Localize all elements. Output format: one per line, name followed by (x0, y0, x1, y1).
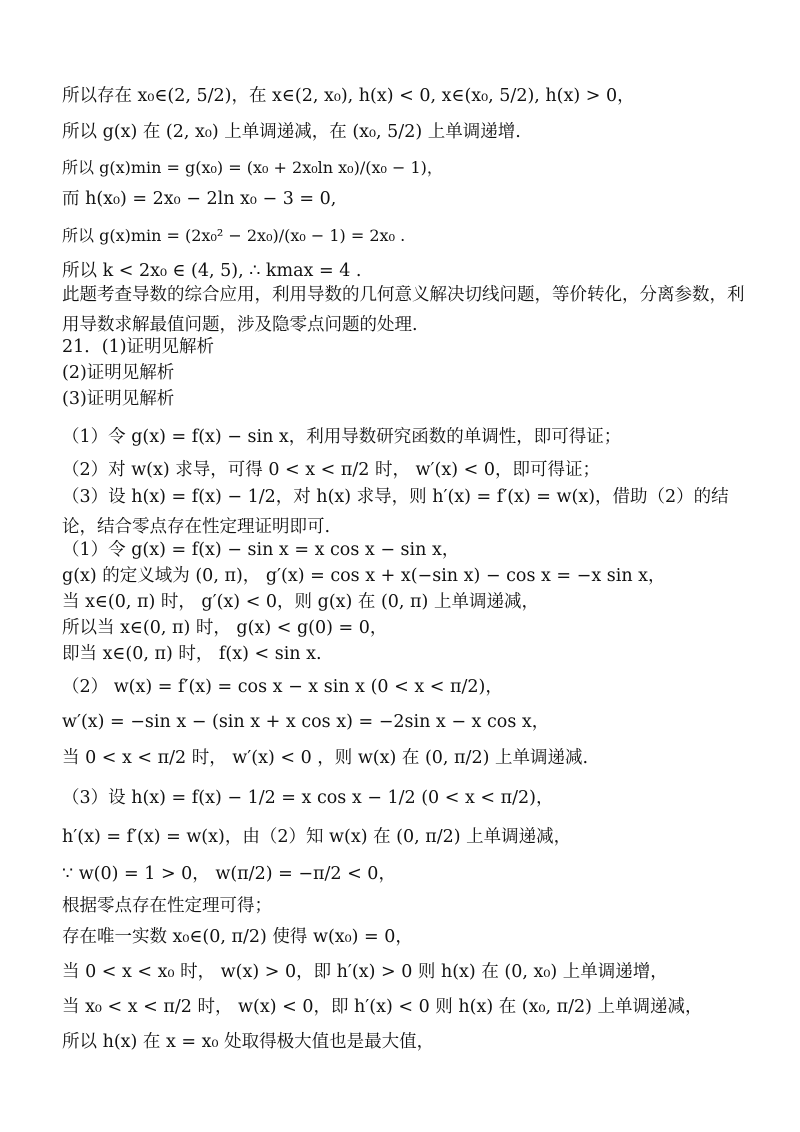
text-line: 即当 x∈(0, π) 时， f(x) < sin x. (62, 644, 322, 664)
text-line: （2） w(x) = f′(x) = cos x − x sin x (0 < x < π/2)， (62, 677, 503, 697)
text-line: （3）设 h(x) = f(x) − 1/2 = x cos x − 1/2 (0 < x < π/2)， (62, 788, 554, 808)
text-line: （2）对 w(x) 求导，可得 0 < x < π/2 时， w′(x) < 0，即可得证； (62, 460, 600, 480)
text-line: 所以 h(x) 在 x = x₀ 处取得极大值也是最大值， (62, 1032, 435, 1052)
text-line: 所以存在 x₀∈(2, 5/2)，在 x∈(2, x₀), h(x) < 0, x∈(x₀, 5/2), h(x) > 0， (62, 86, 635, 106)
answer-line: (3)证明见解析 (62, 389, 175, 409)
text-line: 当 x∈(0, π) 时， g′(x) < 0，则 g(x) 在 (0, π) 上单调递减， (62, 592, 539, 612)
text-line: 所以 g(x)min = g(x₀) = (x₀ + 2x₀ln x₀)/(x₀ − 1)， (62, 158, 443, 177)
text-line: 所以当 x∈(0, π) 时， g(x) < g(0) = 0， (62, 618, 388, 638)
text-line: ∵ w(0) = 1 > 0， w(π/2) = −π/2 < 0， (62, 864, 396, 884)
text-line: 所以 g(x)min = (2x₀² − 2x₀)/(x₀ − 1) = 2x₀ . (62, 226, 406, 245)
text-line: g(x) 的定义域为 (0, π)， g′(x) = cos x + x(−sin x) − cos x = −x sin x， (62, 566, 666, 586)
text-line: h′(x) = f′(x) = w(x)，由（2）知 w(x) 在 (0, π/2) 上单调递减， (62, 827, 572, 847)
text-line: 当 0 < x < x₀ 时， w(x) > 0，即 h′(x) > 0 则 h(x) 在 (0, x₀) 上单调递增， (62, 962, 668, 982)
answer-line: 21．(1)证明见解析 (62, 337, 215, 357)
text-line: 而 h(x₀) = 2x₀ − 2ln x₀ − 3 = 0, (62, 189, 337, 209)
text-line: 所以 k < 2x₀ ∈ (4, 5), ∴ kmax = 4 . (62, 261, 362, 281)
text-line: 当 0 < x < π/2 时， w′(x) < 0 ，则 w(x) 在 (0, π/2) 上单调递减. (62, 748, 589, 768)
text-paragraph: 此题考查导数的综合应用，利用导数的几何意义解决切线问题，等价转化，分离参数，利用导数求解最值问题，涉及隐零点问题的处理. (62, 285, 745, 335)
text-line: 根据零点存在性定理可得； (62, 896, 272, 916)
text-line: 当 x₀ < x < π/2 时， w(x) < 0，即 h′(x) < 0 则 h(x) 在 (x₀, π/2) 上单调递减， (62, 997, 703, 1017)
text-paragraph: （3）设 h(x) = f(x) − 1/2，对 h(x) 求导，则 h′(x) = f′(x) = w(x)，借助（2）的结论，结合零点存在性定理证明即可. (62, 487, 729, 537)
answer-line: (2)证明见解析 (62, 363, 175, 383)
text-line: w′(x) = −sin x − (sin x + x cos x) = −2sin x − x cos x， (62, 712, 550, 732)
text-line: （1）令 g(x) = f(x) − sin x，利用导数研究函数的单调性，即可得证； (62, 427, 622, 447)
text-line: 所以 g(x) 在 (2, x₀) 上单调递减，在 (x₀, 5/2) 上单调递增. (62, 122, 521, 142)
text-line: （1）令 g(x) = f(x) − sin x = x cos x − sin x， (62, 540, 460, 560)
text-line: 存在唯一实数 x₀∈(0, π/2) 使得 w(x₀) = 0， (62, 927, 413, 947)
